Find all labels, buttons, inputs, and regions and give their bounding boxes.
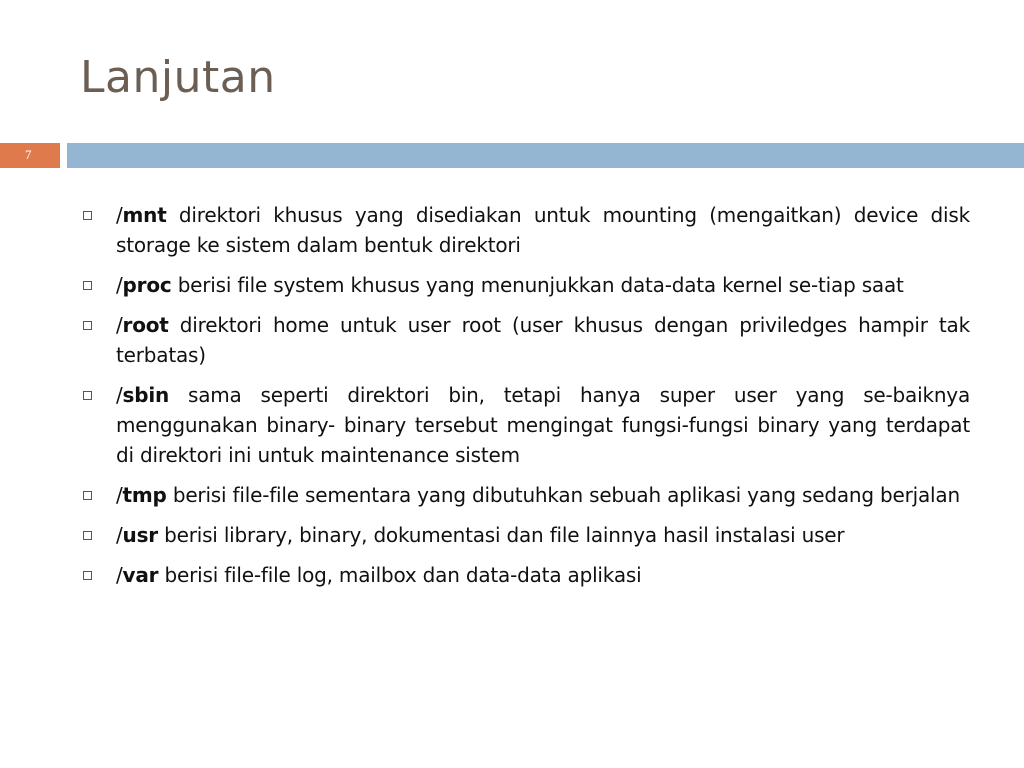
list-item (80, 480, 970, 510)
path-slash: / (116, 383, 123, 407)
path-slash: / (116, 483, 123, 507)
directory-name: root (122, 313, 169, 337)
directory-name: tmp (122, 483, 167, 507)
header-bar (67, 143, 1024, 168)
list-item (80, 310, 970, 370)
hollow-square-bullet-icon (83, 211, 92, 220)
path-slash: / (116, 203, 123, 227)
list-item (80, 520, 970, 550)
directory-name: var (122, 563, 159, 587)
path-slash: / (116, 563, 123, 587)
path-slash: / (116, 523, 123, 547)
slide-number: 7 (25, 147, 32, 162)
hollow-square-bullet-icon (83, 491, 92, 500)
bullet-list (80, 200, 970, 600)
directory-description: berisi file-file sementara yang dibutuhkan sebuah aplikasi yang sedang berjalan (166, 483, 960, 507)
directory-description: berisi library, binary, dokumentasi dan file lainnya hasil instalasi user (157, 523, 845, 547)
path-slash: / (116, 313, 123, 337)
path-slash: / (116, 273, 123, 297)
directory-name: sbin (122, 383, 170, 407)
directory-description: direktori home untuk user root (user khusus dengan priviledges hampir tak terbatas) (116, 313, 970, 367)
directory-description: berisi file-file log, mailbox dan data-data aplikasi (158, 563, 642, 587)
directory-name: mnt (122, 203, 167, 227)
hollow-square-bullet-icon (83, 391, 92, 400)
directory-name: usr (122, 523, 158, 547)
directory-name: proc (122, 273, 172, 297)
list-item (80, 560, 970, 590)
hollow-square-bullet-icon (83, 281, 92, 290)
directory-description: direktori khusus yang disediakan untuk mounting (mengaitkan) device disk storage ke sistem dalam bentuk direktori (116, 203, 970, 257)
hollow-square-bullet-icon (83, 531, 92, 540)
list-item (80, 270, 970, 300)
directory-description: sama seperti direktori bin, tetapi hanya super user yang se-baiknya menggunakan binary- binary tersebut mengingat fungsi-fungsi binary yang terdapat di direktori ini untuk maintenance sistem (116, 383, 970, 467)
directory-description: berisi file system khusus yang menunjukkan data-data kernel se-tiap saat (171, 273, 904, 297)
hollow-square-bullet-icon (83, 571, 92, 580)
hollow-square-bullet-icon (83, 321, 92, 330)
list-item (80, 380, 970, 470)
slide-title: Lanjutan (80, 52, 276, 103)
slide-number-box (0, 143, 60, 168)
list-item (80, 200, 970, 260)
